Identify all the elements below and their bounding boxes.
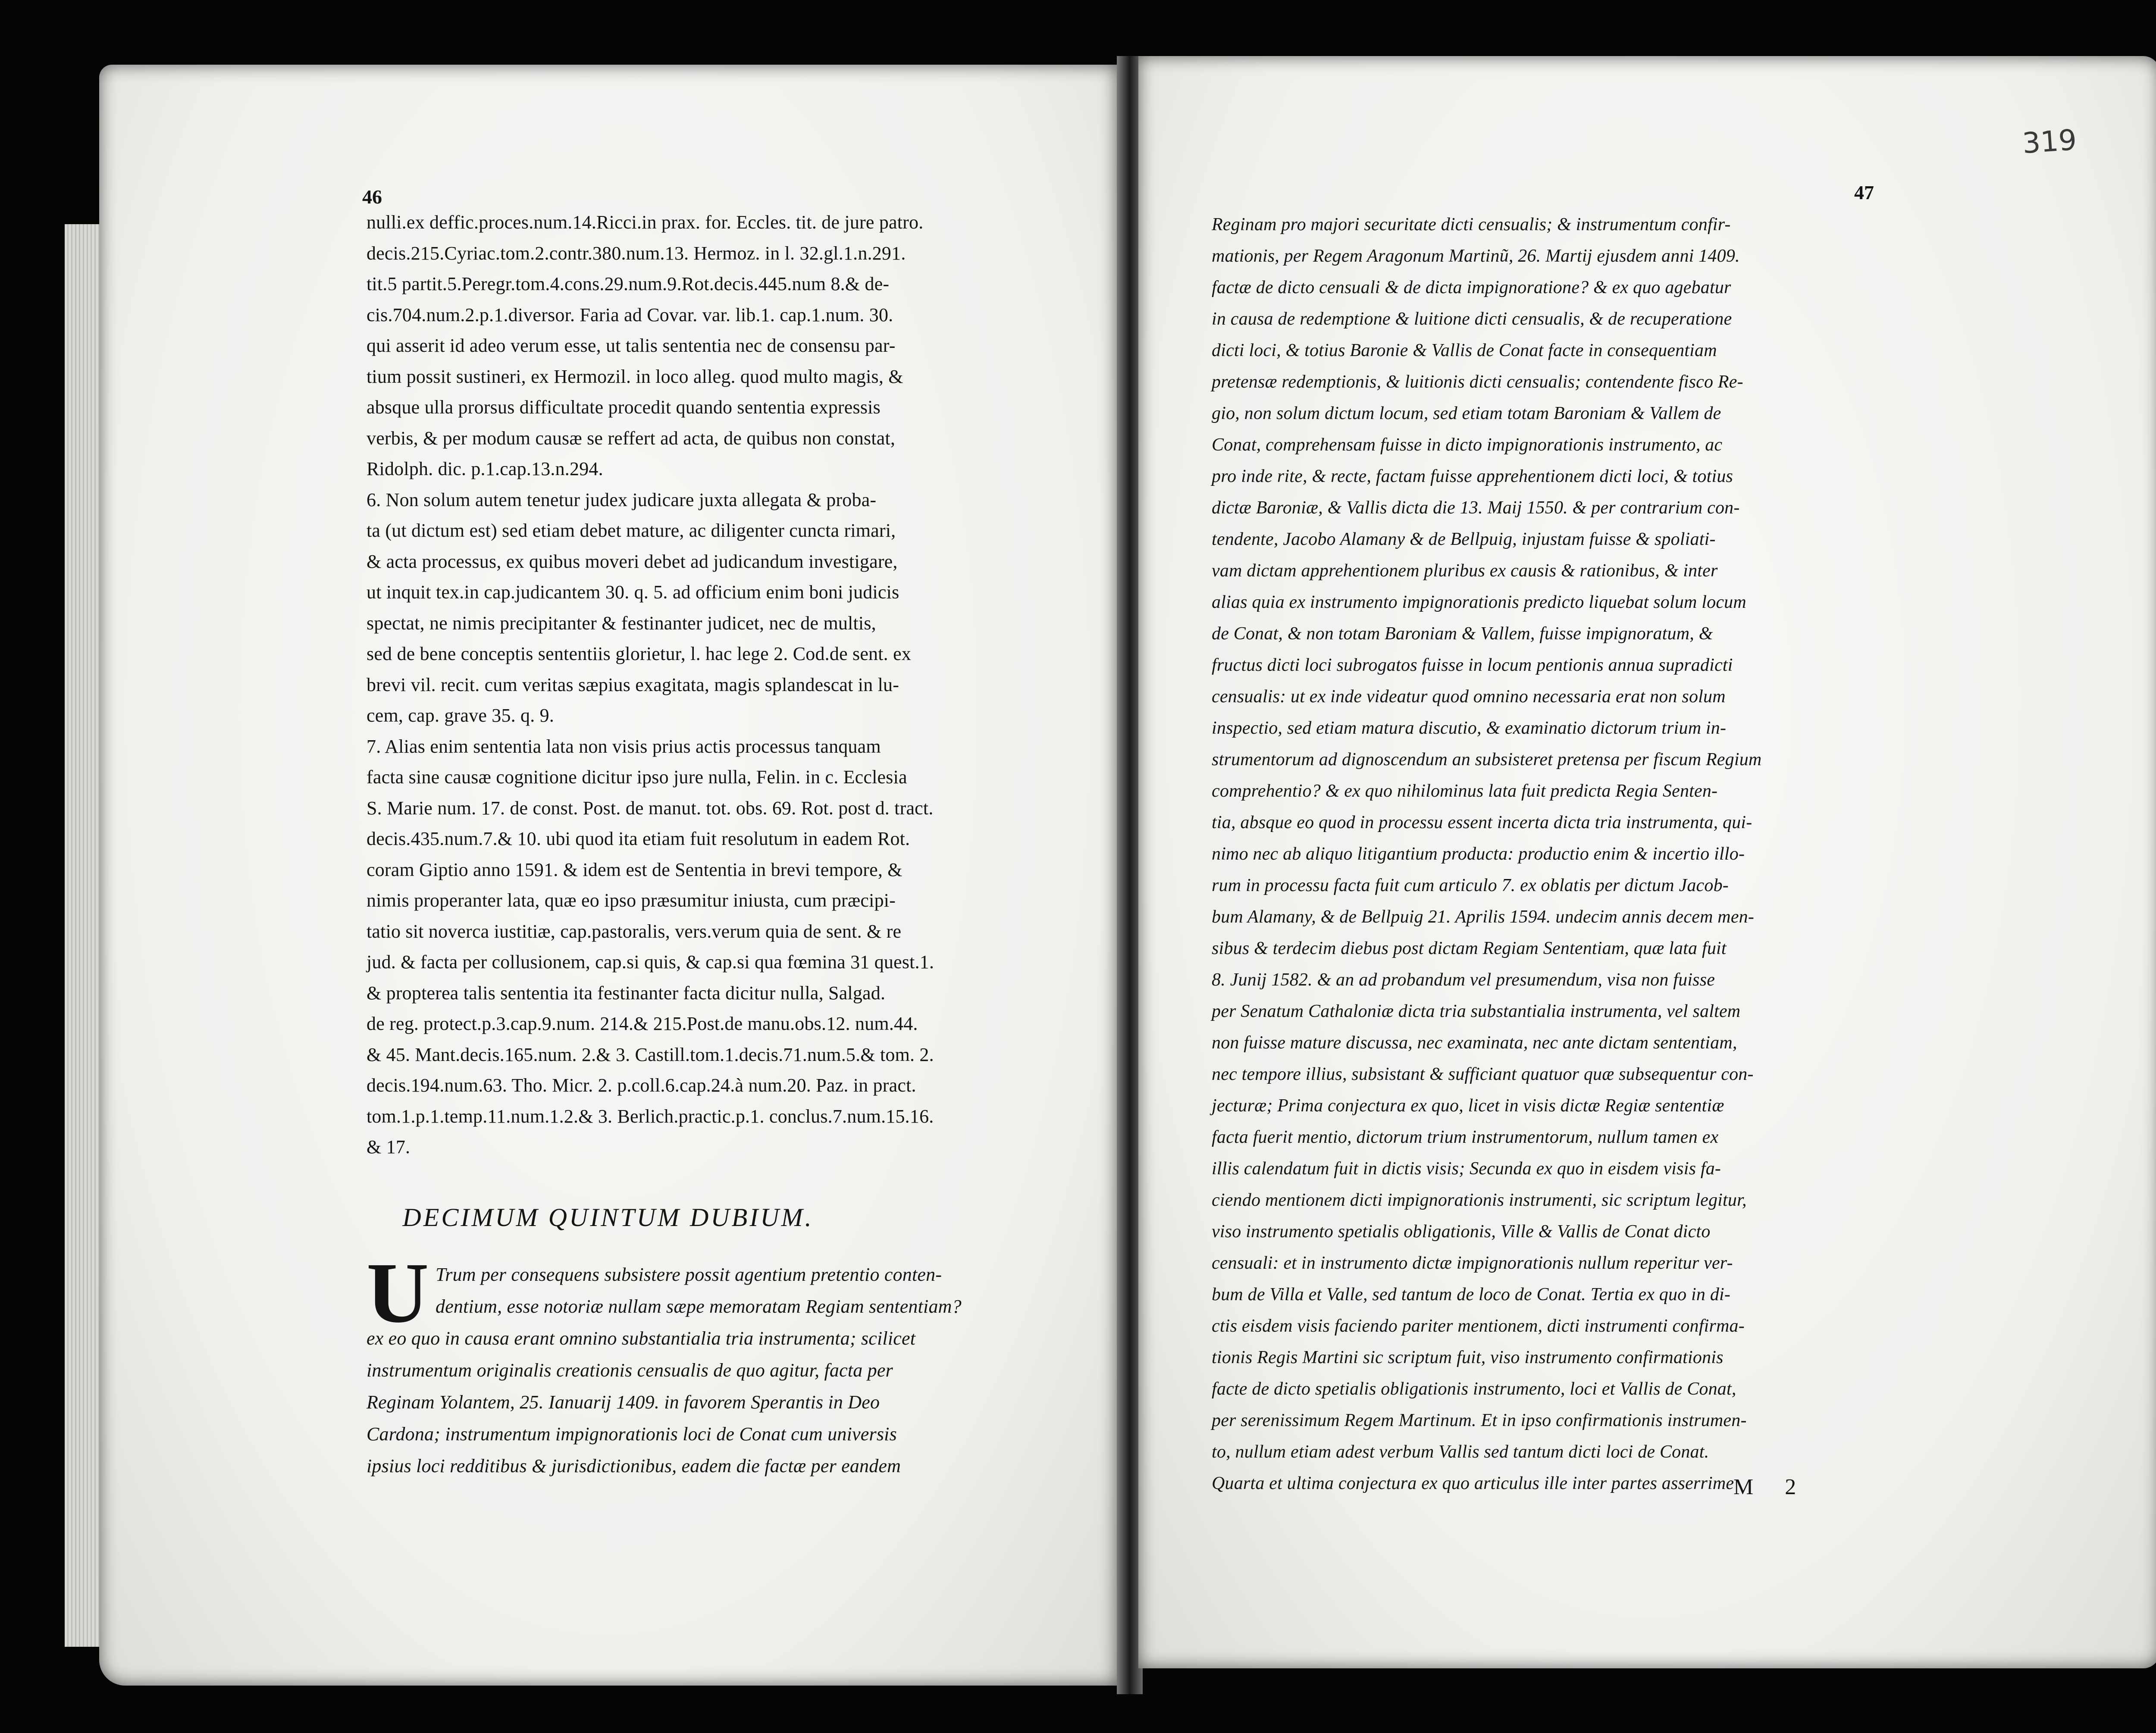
text-line: Reginam Yolantem, 25. Ianuarij 1409. in favorem Sperantis in Deo (367, 1392, 880, 1413)
text-line: jecturæ; Prima conjectura ex quo, licet in visis dictæ Regiæ sententiæ (1212, 1096, 1724, 1116)
text-line: dictæ Baroniæ, & Vallis dicta die 13. Maij 1550. & per contrarium con- (1212, 498, 1740, 518)
text-line: S. Marie num. 17. de const. Post. de manut. tot. obs. 69. Rot. post d. tract. (367, 797, 934, 819)
text-line: inspectio, sed etiam matura discutio, & examinatio dictorum trium in- (1212, 718, 1727, 738)
text-line: 7. Alias enim sententia lata non visis prius actis processus tanquam (367, 735, 881, 757)
text-line: nec tempore illius, subsistant & sufficiant quatuor quæ subsequentur con- (1212, 1064, 1754, 1084)
text-line: ex eo quo in causa erant omnino substantialia tria instrumenta; scilicet (367, 1328, 916, 1349)
text-line: ciendo mentionem dicti impignorationis instrumenti, sic scriptum legitur, (1212, 1190, 1747, 1210)
right-page-number: 47 (1854, 181, 1874, 203)
text-line: non fuisse mature discussa, nec examinata, nec ante dictam sententiam, (1212, 1033, 1737, 1053)
text-line: spectat, ne nimis precipitanter & festinanter judicet, nec de multis, (367, 612, 876, 634)
text-line: ut inquit tex.in cap.judicantem 30. q. 5. ad officium enim boni judicis (367, 582, 899, 603)
text-line: sibus & terdecim diebus post dictam Regiam Sententiam, quæ lata fuit (1212, 938, 1727, 958)
text-line: tatio sit noverca iustitiæ, cap.pastoralis, vers.verum quia de sent. & re (367, 920, 902, 942)
text-line: instrumentum originalis creationis censualis de quo agitur, facta per (367, 1360, 893, 1381)
text-line: de reg. protect.p.3.cap.9.num. 214.& 215.Post.de manu.obs.12. num.44. (367, 1013, 918, 1034)
text-line: Conat, comprehensam fuisse in dicto impignorationis instrumento, ac (1212, 435, 1723, 455)
text-line: ta (ut dictum est) sed etiam debet mature, ac diligenter cuncta rimari, (367, 520, 896, 541)
text-line: 8. Junij 1582. & an ad probandum vel presumendum, visa non fuisse (1212, 970, 1715, 990)
text-line: & propterea talis sententia ita festinanter facta dicitur nulla, Salgad. (367, 982, 886, 1004)
text-line: brevi vil. recit. cum veritas sæpius exagitata, magis splandescat in lu- (367, 674, 899, 695)
text-line: Cardona; instrumentum impignorationis loci de Conat cum universis (367, 1423, 897, 1445)
text-line: de Conat, & non totam Baroniam & Vallem, fuisse impignoratum, & (1212, 624, 1713, 644)
text-line: decis.215.Cyriac.tom.2.contr.380.num.13. Hermoz. in l. 32.gl.1.n.291. (367, 242, 906, 264)
section-heading: DECIMUM QUINTUM DUBIUM. (402, 1203, 814, 1232)
text-line: factæ de dicto censuali & de dicta impignoratione? & ex quo agebatur (1212, 278, 1731, 297)
text-line: ipsius loci redditibus & jurisdictionibus, eadem die factæ per eandem (367, 1455, 901, 1476)
signature-mark: M 2 (1733, 1475, 1809, 1499)
text-line: tom.1.p.1.temp.11.num.1.2.& 3. Berlich.practic.p.1. conclus.7.num.15.16. (367, 1105, 934, 1127)
text-line: censualis: ut ex inde videatur quod omnino necessaria erat non solum (1212, 687, 1726, 707)
text-line: nulli.ex deffic.proces.num.14.Ricci.in prax. for. Eccles. tit. de jure patro. (367, 212, 924, 233)
text-line: strumentorum ad dignoscendum an subsisteret pretensa per fiscum Regium (1212, 750, 1762, 770)
text-line: tium possit sustineri, ex Hermozil. in loco alleg. quod multo magis, & (367, 366, 903, 387)
text-line: gio, non solum dictum locum, sed etiam totam Baroniam & Vallem de (1212, 404, 1721, 423)
text-line: decis.194.num.63. Tho. Micr. 2. p.coll.6.cap.24.à num.20. Paz. in pract. (367, 1075, 916, 1096)
text-line: tionis Regis Martini sic scriptum fuit, viso instrumento confirmationis (1212, 1348, 1724, 1367)
text-line: dentium, esse notoriæ nullam sæpe memoratam Regiam sententiam? (436, 1296, 962, 1317)
text-line: facta fuerit mentio, dictorum trium instrumentorum, nullum tamen ex (1212, 1127, 1719, 1147)
text-line: alias quia ex instrumento impignorationis predicto liquebat solum locum (1212, 592, 1746, 612)
text-line: qui asserit id adeo verum esse, ut talis sententia nec de consensu par- (367, 335, 896, 356)
text-line: nimis properanter lata, quæ eo ipso præsumitur iniusta, cum præcipi- (367, 890, 896, 911)
text-line: absque ulla prorsus difficultate procedit quando sententia expressis (367, 397, 881, 418)
text-line: & 17. (367, 1136, 411, 1157)
text-line: coram Giptio anno 1591. & idem est de Sententia in brevi tempore, & (367, 859, 903, 880)
right-page-body (1212, 209, 2040, 1499)
text-line: dicti loci, & totius Baronie & Vallis de Conat facte in consequentiam (1212, 341, 1717, 360)
drop-cap: U (367, 1245, 429, 1341)
text-line: decis.435.num.7.& 10. ubi quod ita etiam fuit resolutum in eadem Rot. (367, 828, 910, 849)
text-line: censuali: et in instrumento dictæ impignorationis nullum reperitur ver- (1212, 1253, 1733, 1273)
text-line: pretensæ redemptionis, & luitionis dicti censualis; contendente fisco Re- (1212, 372, 1743, 392)
text-line: Trum per consequens subsistere possit agentium pretentio conten- (436, 1264, 942, 1285)
text-line: per serenissimum Regem Martinum. Et in ipso confirmationis instrumen- (1212, 1411, 1747, 1430)
text-line: Reginam pro majori securitate dicti censualis; & instrumentum confir- (1212, 215, 1731, 235)
text-line: cis.704.num.2.p.1.diversor. Faria ad Covar. var. lib.1. cap.1.num. 30. (367, 304, 893, 325)
text-line: & acta processus, ex quibus moveri debet ad judicandum investigare, (367, 551, 898, 572)
text-line: in causa de redemptione & luitione dicti censualis, & de recuperatione (1212, 309, 1732, 329)
text-line: & 45. Mant.decis.165.num. 2.& 3. Castill.tom.1.decis.71.num.5.& tom. 2. (367, 1044, 934, 1065)
text-line: ctis eisdem visis faciendo pariter mentionem, dicti instrumenti confirma- (1212, 1316, 1745, 1336)
left-page (99, 65, 1117, 1686)
right-page (1138, 56, 2156, 1668)
text-line: bum Alamany, & de Bellpuig 21. Aprilis 1594. undecim annis decem men- (1212, 907, 1755, 927)
text-line: Ridolph. dic. p.1.cap.13.n.294. (367, 458, 603, 479)
text-line: verbis, & per modum causæ se reffert ad acta, de quibus non constat, (367, 427, 896, 449)
text-line: fructus dicti loci subrogatos fuisse in locum pentionis annua supradicti (1212, 655, 1733, 675)
text-line: tia, absque eo quod in processu essent incerta dicta tria instrumenta, qui- (1212, 813, 1752, 832)
text-line: vam dictam apprehentionem pluribus ex causis & rationibus, & inter (1212, 561, 1718, 581)
text-line: to, nullum etiam adest verbum Vallis sed tantum dicti loci de Conat. (1212, 1442, 1709, 1462)
text-line: facta sine causæ cognitione dicitur ipso jure nulla, Felin. in c. Ecclesia (367, 766, 907, 788)
text-line: jud. & facta per collusionem, cap.si quis, & cap.si qua fœmina 31 quest.1. (367, 951, 934, 973)
text-line: 6. Non solum autem tenetur judex judicare juxta allegata & proba- (367, 489, 877, 510)
text-line: bum de Villa et Valle, sed tantum de loco de Conat. Tertia ex quo in di- (1212, 1285, 1731, 1304)
text-line: tit.5 partit.5.Peregr.tom.4.cons.29.num.9.Rot.decis.445.num 8.& de- (367, 273, 890, 294)
dubium-body (367, 1259, 1117, 1482)
left-page-body (367, 207, 1117, 1163)
text-line: per Senatum Cathaloniæ dicta tria substantialia instrumenta, vel saltem (1212, 1001, 1741, 1021)
text-line: comprehentio? & ex quo nihilominus lata fuit predicta Regia Senten- (1212, 781, 1718, 801)
folio-number: 319 (2021, 123, 2078, 160)
text-line: rum in processu facta fuit cum articulo 7. ex oblatis per dictum Jacob- (1212, 876, 1729, 895)
text-line: pro inde rite, & recte, factam fuisse apprehentionem dicti loci, & totius (1212, 466, 1733, 486)
text-line: cem, cap. grave 35. q. 9. (367, 705, 555, 726)
left-page-number: 46 (362, 186, 382, 208)
text-line: mationis, per Regem Aragonum Martinũ, 26. Martij ejusdem anni 1409. (1212, 246, 1740, 266)
text-line: illis calendatum fuit in dictis visis; Secunda ex quo in eisdem visis fa- (1212, 1159, 1721, 1179)
text-line: nimo nec ab aliquo litigantium producta: productio enim & incertio illo- (1212, 844, 1745, 864)
text-line: tendente, Jacobo Alamany & de Bellpuig, injustam fuisse & spoliati- (1212, 529, 1716, 549)
text-line: Quarta et ultima conjectura ex quo articulus ille inter partes asserrime (1212, 1473, 1734, 1493)
text-line: facte de dicto spetialis obligationis instrumento, loci et Vallis de Conat, (1212, 1379, 1736, 1399)
text-line: viso instrumento spetialis obligationis, Ville & Vallis de Conat dicto (1212, 1222, 1711, 1242)
text-line: sed de bene conceptis sententiis glorietur, l. hac lege 2. Cod.de sent. ex (367, 643, 911, 664)
